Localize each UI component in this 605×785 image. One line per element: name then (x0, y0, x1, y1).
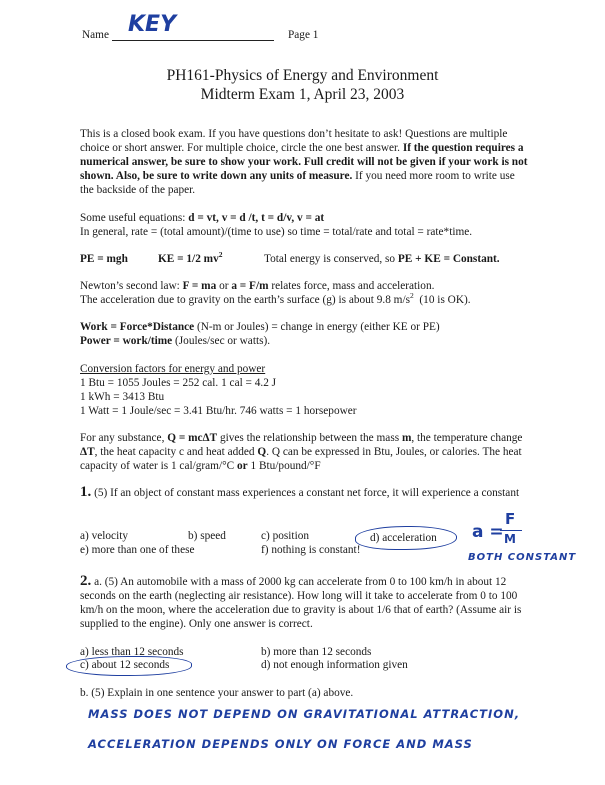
energy-line (264, 252, 500, 266)
heat-dt: ΔT (80, 446, 95, 458)
q1-option-f[interactable]: f) nothing is constant! (261, 544, 361, 556)
heat-t6: 1 Btu/pound/°F (250, 460, 321, 472)
intro-paragraph (80, 127, 530, 197)
heat-t3: , the temperature change (411, 432, 523, 444)
q2-part-b: b. (5) Explain in one sentence your answer to part (a) above. (80, 687, 354, 699)
newton-rest: relates force, mass and acceleration. (271, 280, 435, 292)
ke-sup: 2 (218, 250, 223, 260)
name-handwritten: KEY (128, 12, 177, 37)
q1-option-b[interactable]: b) speed (188, 530, 226, 542)
conversion-line2: 1 kWh = 3413 Btu (80, 391, 165, 403)
q2-option-d[interactable]: d) not enough information given (261, 659, 408, 671)
heat-or: or (236, 460, 248, 472)
q1-hw-fraction-bar (500, 530, 522, 531)
heat-t1: For any substance, (80, 432, 165, 444)
work-label: Work = Force*Distance (80, 321, 195, 333)
intro-bold: If the question requires a numerical answer, be sure to show your work. Full credit will not be given if your work is not shown. Also, be sure to write down any units of measure. (80, 142, 528, 182)
q2-option-b[interactable]: b) more than 12 seconds (261, 646, 372, 658)
intro-text1: This is a closed book exam. If you have questions don’t hesitate to ask! Questions are multiple choice or short answer. For multiple choice, circle the one best answer. (80, 128, 508, 154)
intro-text2: If you need more room to write use the backside of the paper. (80, 170, 515, 196)
q1-answer-circle (355, 526, 457, 550)
ke-eq (158, 252, 222, 266)
q2-hw-answer-line2: ACCELERATION DEPENDS ONLY ON FORCE AND MASS (88, 737, 473, 751)
q1-option-c[interactable]: c) position (261, 530, 310, 542)
energy-eq: PE + KE = Constant. (397, 253, 500, 265)
heat-m: m (401, 432, 412, 444)
newton-text: Newton’s second law: (80, 280, 180, 292)
useful-eq: d = vt, v = d /t, t = d/v, v = at (188, 212, 325, 224)
work-power-block (80, 320, 550, 348)
q2-part-a (80, 574, 535, 631)
conversion-line1: 1 Btu = 1055 Joules = 252 cal. 1 cal = 4.2 J (80, 377, 277, 389)
title-line2: Midterm Exam 1, April 23, 2003 (200, 86, 405, 103)
q2-option-a[interactable]: a) less than 12 seconds (80, 646, 184, 658)
q1-option-d[interactable]: d) acceleration (370, 532, 437, 544)
q2-number: 2. (80, 573, 92, 589)
newton-eq1: F = ma (182, 280, 217, 292)
q1-option-e[interactable]: e) more than one of these (80, 544, 195, 556)
gravity-rest: (10 is OK). (419, 294, 471, 306)
q1-question: (5) If an object of constant mass experiences a constant net force, it will experience a constant (94, 487, 520, 499)
title-line1: PH161-Physics of Energy and Environment (166, 67, 439, 84)
rate-line: In general, rate = (total amount)/(time to use) so time = total/rate and total = rate*time. (80, 226, 473, 238)
pe-eq: PE = mgh (80, 253, 128, 265)
name-label: Name (82, 29, 109, 41)
work-rest: (N-m or Joules) = change in energy (either KE or PE) (196, 321, 440, 333)
conversion-heading: Conversion factors for energy and power (80, 363, 266, 375)
gravity-sup: 2 (410, 291, 414, 301)
q1-text (80, 485, 535, 500)
gravity-text: The acceleration due to gravity on the earth’s surface (g) is about 9.8 m/s (80, 294, 411, 306)
q1-hw-eq-den: M (504, 532, 517, 546)
exam-title (0, 66, 605, 104)
ke-text: KE = 1/2 mv (158, 253, 219, 265)
q1-number: 1. (80, 484, 92, 500)
q2-part-a-text: a. (5) An automobile with a mass of 2000 kg can accelerate from 0 to 100 km/h in about 12 seconds on the earth (neglecting air resistance). How long will it take to accelerate from 0 to 100 km/h on the moon, where the acceleration due to gravity is about 1/6 that of earth? (Assume air is supplied to the engine). Only one answer is correct. (80, 576, 522, 630)
newton-eq2: a = F/m (231, 280, 269, 292)
conversion-block (80, 362, 550, 418)
conversion-line3: 1 Watt = 1 Joule/sec = 3.41 Btu/hr. 746 watts = 1 horsepower (80, 405, 357, 417)
heat-t5: . Q can be expressed in Btu, Joules, or calories. The heat capacity of water is 1 cal/gram/°C (80, 446, 522, 472)
heat-paragraph (80, 431, 535, 473)
q2-answer-circle (66, 656, 192, 676)
q1-hw-eq-num: F (505, 510, 517, 528)
useful-equations (80, 211, 540, 239)
newton-or: or (219, 280, 229, 292)
page-number: Page 1 (288, 29, 319, 41)
q1-hw-note: BOTH CONSTANT (468, 552, 577, 563)
power-label: Power = work/time (80, 335, 173, 347)
energy-text: Total energy is conserved, so (264, 253, 396, 265)
heat-eq: Q = mcΔT (167, 432, 218, 444)
newton-block (80, 279, 550, 307)
q2-hw-answer-line1: MASS DOES NOT DEPEND ON GRAVITATIONAL ATTRACTION, (88, 707, 521, 721)
power-rest: (Joules/sec or watts). (175, 335, 271, 347)
heat-q: Q (257, 446, 267, 458)
useful-label: Some useful equations: (80, 212, 186, 224)
q1-option-a[interactable]: a) velocity (80, 530, 128, 542)
q2-option-c[interactable]: c) about 12 seconds (80, 659, 170, 671)
heat-t2: gives the relationship between the mass (219, 432, 400, 444)
name-line (112, 40, 274, 41)
heat-t4: , the heat capacity c and heat added (94, 446, 255, 458)
q1-hw-eq-left: a = (472, 522, 504, 542)
